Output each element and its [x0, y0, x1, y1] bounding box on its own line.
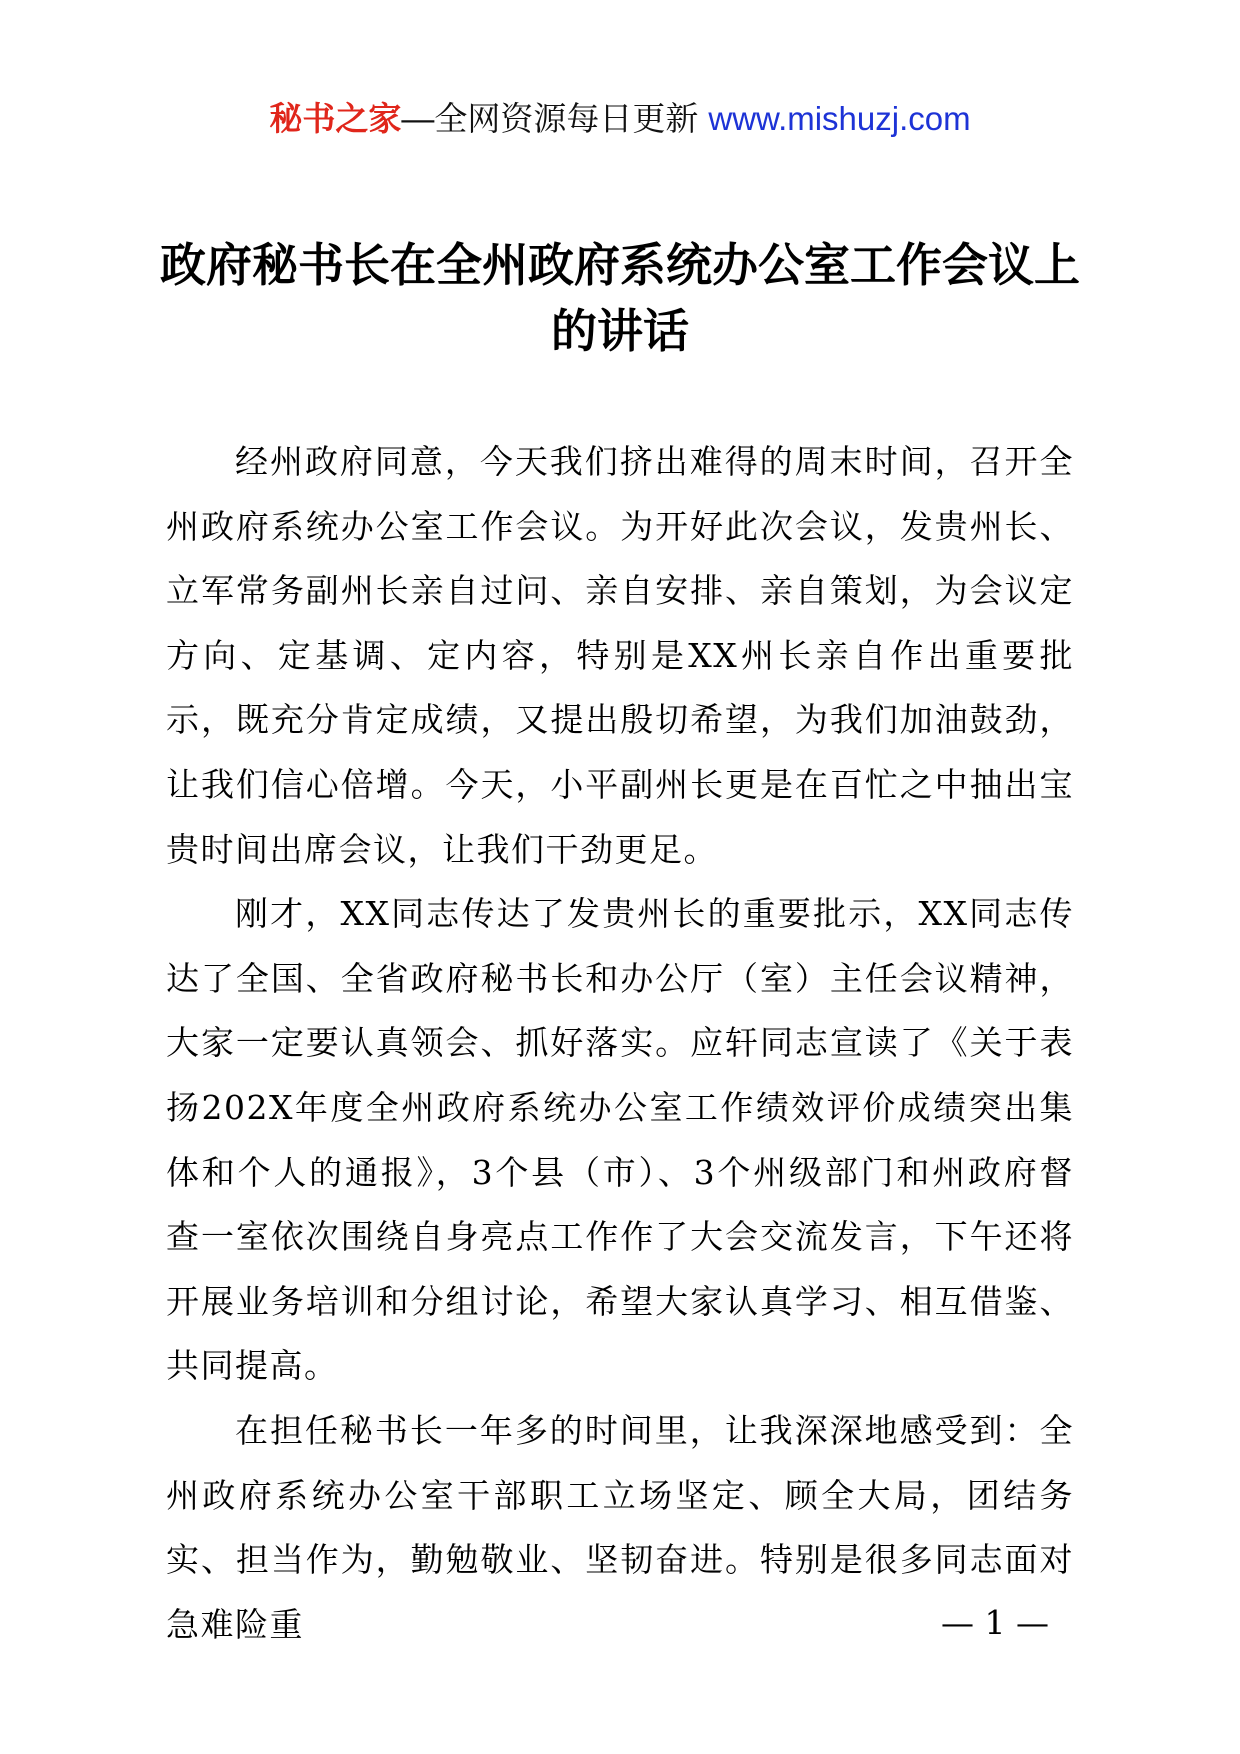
body-paragraph: 刚才，XX同志传达了发贵州长的重要批示，XX同志传达了全国、全省政府秘书长和办公厅（室）主任会议精神，大家一定要认真领会、抓好落实。应轩同志宣读了《关于表扬202X年度全州政府系统办公室工作绩效评价成绩突出集体和个人的通报》，3个县（市）、3个州级部门和州政府督查一室依次围绕自身亮点工作作了大会交流发言，下午还将开展业务培训和分组讨论，希望大家认真学习、相互借鉴、共同提高。 — [166, 894, 1074, 1386]
body-paragraph: 在担任秘书长一年多的时间里，让我深深地感受到：全州政府系统办公室干部职工立场坚定、顾全大局，团结务实、担当作为，勤勉敬业、坚韧奋进。特别是很多同志面对急难险重 — [166, 1410, 1074, 1644]
site-url-link[interactable]: www.mishuzj.com — [708, 100, 971, 137]
site-header-banner — [0, 98, 1240, 140]
document-title: 政府秘书长在全州政府系统办公室工作会议上的讲话 — [160, 238, 1080, 358]
document-body — [166, 430, 1074, 1657]
brand-slogan: —全网资源每日更新 — [401, 100, 699, 137]
brand-name: 秘书之家 — [269, 100, 402, 137]
page-number: — 1 — — [941, 1603, 1049, 1642]
body-paragraph: 经州政府同意，今天我们挤出难得的周末时间，召开全州政府系统办公室工作会议。为开好此次会议，发贵州长、立军常务副州长亲自过问、亲自安排、亲自策划，为会议定方向、定基调、定内容，特别是XX州长亲自作出重要批示，既充分肯定成绩，又提出殷切希望，为我们加油鼓劲，让我们信心倍增。今天，小平副州长更是在百忙之中抽出宝贵时间出席会议，让我们干劲更足。 — [166, 442, 1074, 869]
